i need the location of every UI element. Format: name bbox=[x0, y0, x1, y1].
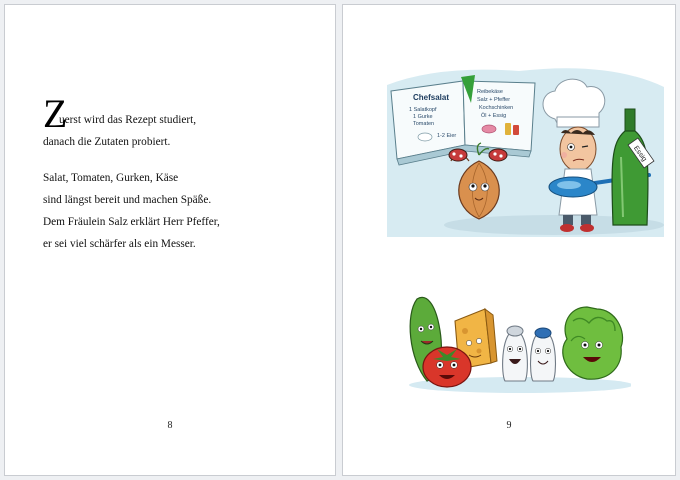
stanza-2 bbox=[43, 167, 323, 255]
recipe-item: Reibekäse bbox=[477, 89, 503, 95]
stanza-2-line-2: sind längst bereit und machen Späße. bbox=[43, 194, 212, 206]
recipe-item: Tomaten bbox=[413, 121, 435, 127]
stanza-1-line-1-text: uerst wird das Rezept studiert, bbox=[59, 114, 197, 126]
poem-text bbox=[43, 91, 323, 255]
stanza-1 bbox=[43, 91, 323, 153]
drop-cap: Z bbox=[43, 91, 68, 136]
recipe-item: Salz + Pfeffer bbox=[477, 97, 511, 103]
page-number-left: 8 bbox=[167, 420, 173, 431]
right-page bbox=[342, 4, 676, 476]
left-page bbox=[4, 4, 336, 476]
egg-icon bbox=[418, 133, 432, 141]
shoe-icon bbox=[580, 224, 594, 232]
recipe-item: Kochschinken bbox=[479, 105, 514, 111]
recipe-item: Öl + Essig bbox=[481, 113, 507, 119]
recipe-item: 1 Salatkopf bbox=[409, 107, 437, 113]
recipe-item: 1 Gurke bbox=[413, 114, 433, 120]
vinegar-bottle-icon bbox=[513, 125, 519, 135]
oil-bottle-icon bbox=[505, 123, 511, 135]
stanza-2-line-1: Salat, Tomaten, Gurken, Käse bbox=[43, 172, 179, 184]
shoe-icon bbox=[560, 224, 574, 232]
ingredients-illustration bbox=[401, 285, 631, 397]
recipe-title: Chefsalat bbox=[413, 93, 450, 102]
pepper-shaker-icon bbox=[531, 328, 556, 381]
stanza-1-line-1 bbox=[43, 91, 323, 136]
chef-scene-svg bbox=[379, 57, 669, 242]
salt-shaker-icon bbox=[503, 326, 528, 381]
stanza-2-line-3: Dem Fräulein Salz erklärt Herr Pfeffer, bbox=[43, 216, 220, 228]
bottle-label-text: Essig bbox=[631, 144, 648, 163]
chef-scene-illustration bbox=[379, 57, 669, 242]
tomato-icon bbox=[423, 347, 471, 387]
ingredients-svg bbox=[401, 285, 631, 397]
lettuce-icon bbox=[563, 307, 623, 379]
stanza-1-line-2: danach die Zutaten probiert. bbox=[43, 136, 171, 148]
stanza-2-line-4: er sei viel schärfer als ein Messer. bbox=[43, 238, 196, 250]
ham-icon bbox=[482, 125, 496, 133]
page-number-right: 9 bbox=[506, 420, 512, 431]
recipe-item: 1-2 Eier bbox=[437, 133, 457, 139]
